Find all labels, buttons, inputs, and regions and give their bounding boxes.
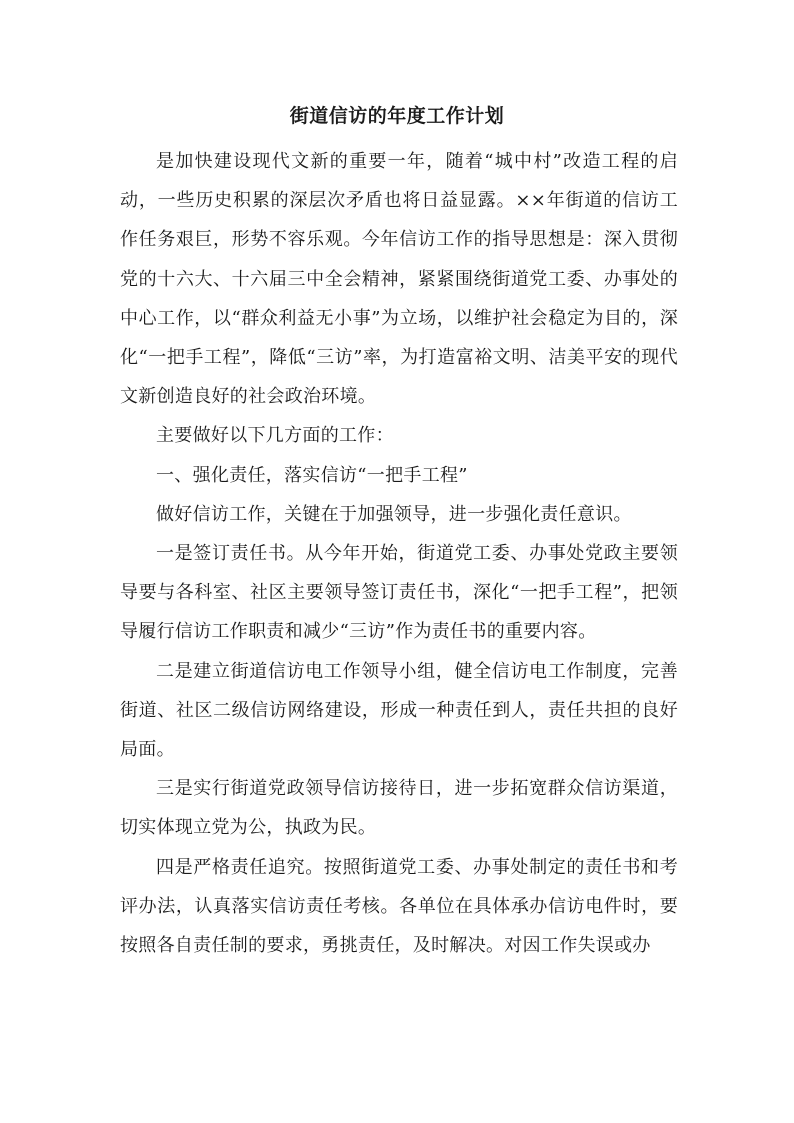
document-title: 街道信访的年度工作计划 (289, 105, 505, 127)
paragraph-main-tasks: 主要做好以下几方面的工作： (156, 425, 394, 447)
section-heading-1: 一、强化责任，落实信访“一把手工程” (156, 464, 468, 486)
paragraph-point-4: 四是严格责任追究。按照街道党工委、办事处制定的责任书和考评办法，认真落实信访责任考核。各单位在具体承办信访电件时，要按照各自责任制的要求，勇挑责任，及时解决。对因工作失误或办 (120, 856, 678, 957)
document-body (120, 142, 678, 965)
paragraph-intro: 是加快建设现代文新的重要一年，随着“城中村”改造工程的启动，一些历史积累的深层次矛盾也将日益显露。××年街道的信访工作任务艰巨，形势不容乐观。今年信访工作的指导思想是：深入贯彻党的十六大、十六届三中全会精神，紧紧围绕街道党工委、办事处的中心工作，以“群众利益无小事”为立场，以维护社会稳定为目的，深化“一把手工程”，降低“三访”率，为打造富裕文明、洁美平安的现代文新创造良好的社会政治环境。 (120, 151, 678, 408)
paragraph-point-1: 一是签订责任书。从今年开始，街道党工委、办事处党政主要领导要与各科室、社区主要领导签订责任书，深化“一把手工程”，把领导履行信访工作职责和减少“三访”作为责任书的重要内容。 (120, 543, 678, 643)
paragraph-point-2: 二是建立街道信访电工作领导小组，健全信访电工作制度，完善街道、社区二级信访网络建设，形成一种责任到人，责任共担的良好局面。 (120, 660, 678, 761)
paragraph-point-3: 三是实行街道党政领导信访接待日，进一步拓宽群众信访渠道，切实体现立党为公，执政为民。 (120, 778, 678, 839)
paragraph-leadership: 做好信访工作，关键在于加强领导，进一步强化责任意识。 (156, 503, 632, 525)
